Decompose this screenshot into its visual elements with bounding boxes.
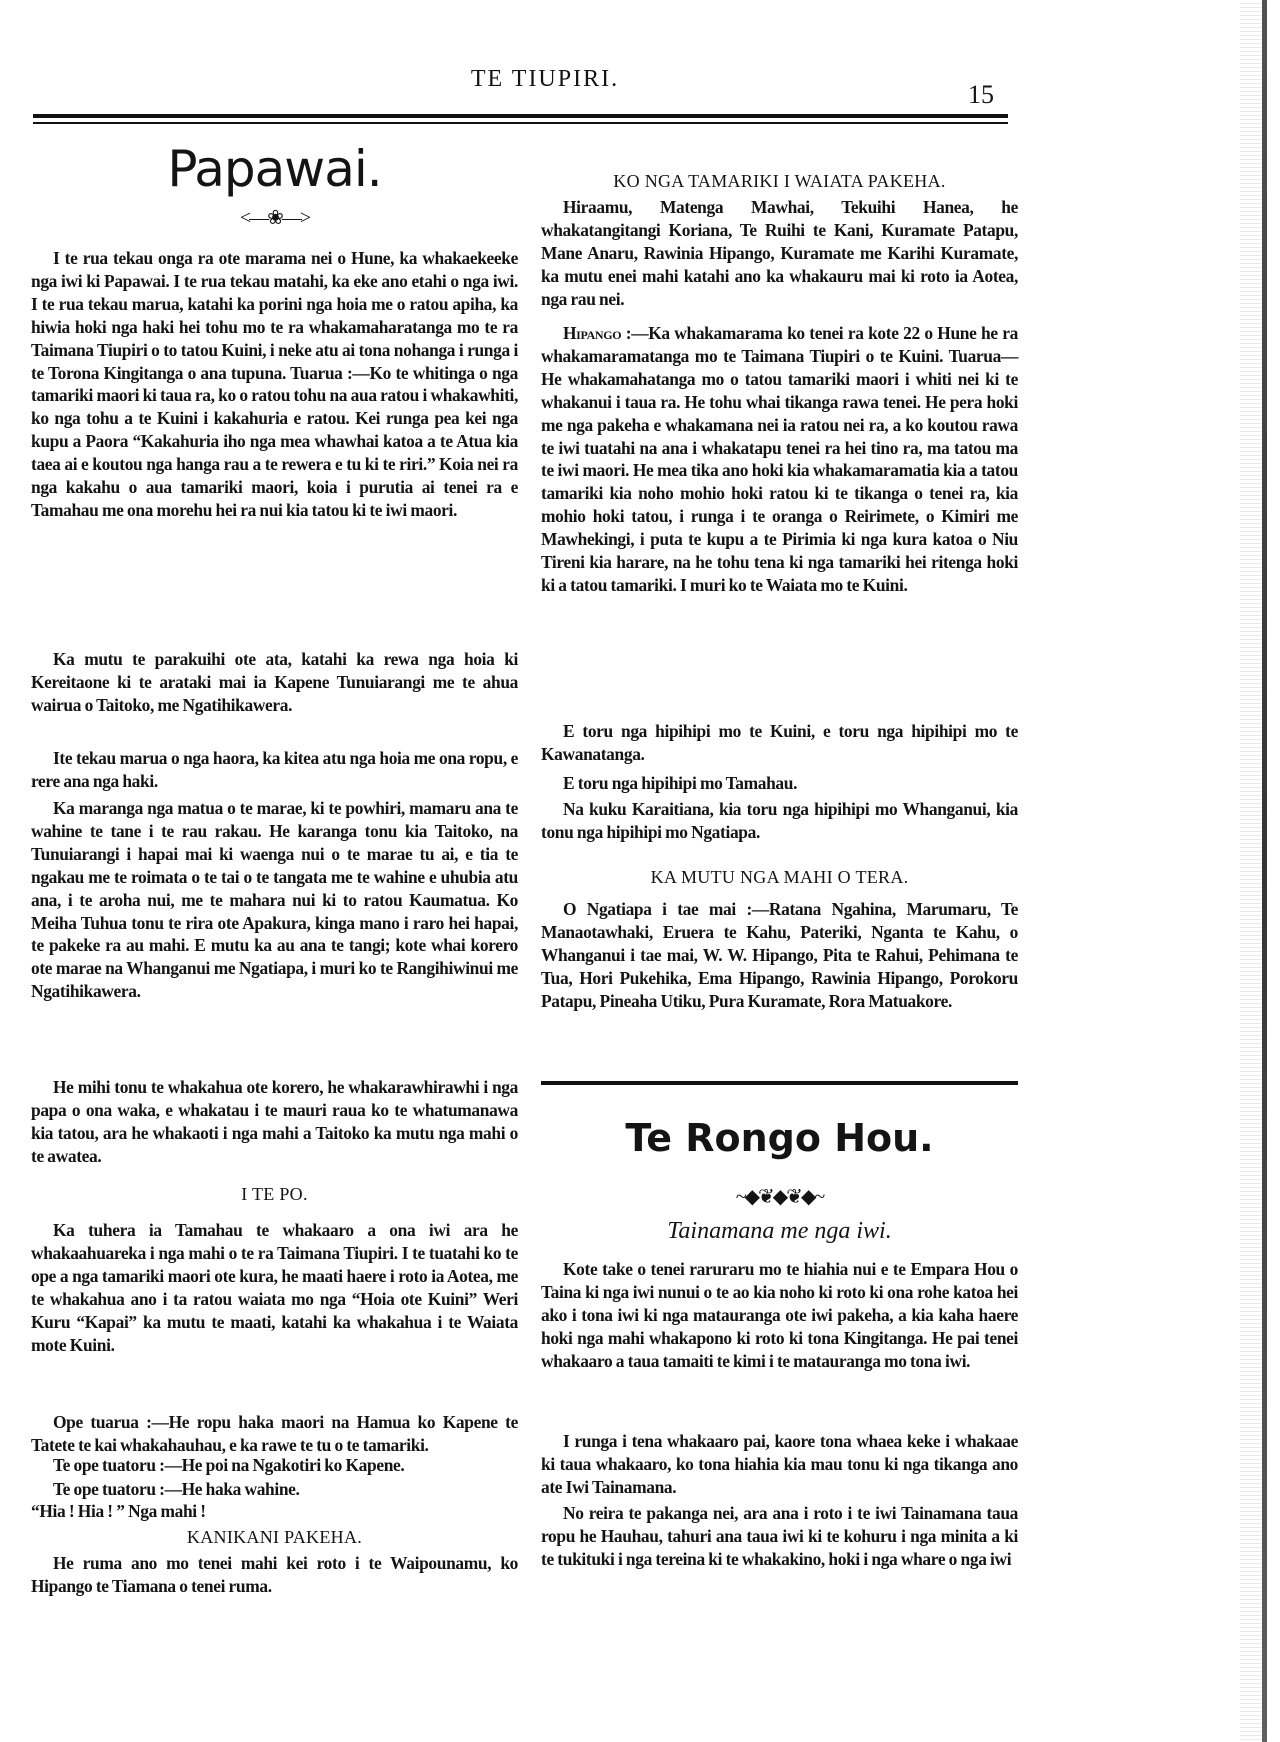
- paragraph: Te ope tuatoru :—He haka wahine.: [53, 1479, 300, 1499]
- paragraph: I te rua tekau onga ra ote marama nei o Hune, ka whakaekeeke nga iwi ki Papawai. I te rua tekau matahi, ka eke ano etahi o nga iwi. I te rua tekau marua, katahi ka porini nga hoia me o ratou apiha, ka hiwia hoki nga haki hei tohu mo te ra whakamaharatanga mo te ra Taimana Tiupiri o to tatou Kuini, i neke atu ai tona nohanga i runga i te Torona Kingitanga o ana tupuna. Tuarua :—Ko te whitinga o nga tamariki maori ki taua ra, ko o ratou tohu na aua ratou i whakawhiti, ko nga tohu a te Kuini i kakahuria e ratou. Kei runga pea kei nga kupu a Paora “Kakahuria iho nga mea whawhai katoa a te Atua kia taea ai e koutou nga hanga rau a te rewera e tu ki te riri.” Koia nei ra nga kakahu o aua tamariki maori, koia i purutia ai tenei ra e Tamahau me ona morehu hei ra nui kia tatou ki te iwi maori.: [31, 248, 518, 520]
- section-title-te-rongo-hou: Te Rongo Hou.: [625, 1116, 934, 1160]
- speaker-name: Hipango: [563, 323, 622, 343]
- subheading-tamariki: KO NGA TAMARIKI I WAIATA PAKEHA.: [613, 171, 946, 191]
- paragraph: I runga i tena whakaaro pai, kaore tona whaea keke i whakaae ki taua whakaaro, ko tona hiahia kia mau tonu ki nga tikanga ano ate Iwi Tainamana.: [541, 1431, 1018, 1497]
- section-rule: [541, 1081, 1018, 1085]
- article-title-papawai: Papawai.: [167, 140, 382, 198]
- paragraph: Ka mutu te parakuihi ote ata, katahi ka rewa nga hoia ki Kereitaone ki te arataki mai ia Kapene Tunuiarangi me te ahua wairua o Taitoko, me Ngatihikawera.: [31, 649, 518, 715]
- page-number: 15: [968, 80, 994, 109]
- paragraph: Ka tuhera ia Tamahau te whakaaro a ona iwi ara he whakaahuareka i nga mahi o te ra Taimana Tiupiri. I te tuatahi ko te ope a nga tamariki maori ote kura, he maati haere i roto ia Aotea, me te whakahua ano i ta ratou waiata mo nga “Hoia ote Kuini” Weri Kuru “Kapai” ka mutu te maati, katahi ka whakahua i te Waiata mote Kuini.: [31, 1220, 518, 1355]
- paragraph: Ite tekau marua o nga haora, ka kitea atu nga hoia me ona ropu, e rere ana nga haki.: [31, 748, 518, 791]
- paragraph: He mihi tonu te whakahua ote korero, he whakarawhirawhi i nga papa o ona waka, e whakatau i te mauri raua ko te whatumanawa kia tatou, ara he whakaoti i nga mahi a Taitoko ka mutu nga mahi o te awatea.: [31, 1077, 518, 1166]
- paragraph: He ruma ano mo tenei mahi kei roto i te Waipounamu, ko Hipango te Tiamana o tenei ruma.: [31, 1553, 518, 1596]
- header-rule: [33, 114, 1008, 118]
- paragraph: Na kuku Karaitiana, kia toru nga hipihipi mo Whanganui, kia tonu nga hipihipi mo Ngatiapa.: [541, 799, 1018, 842]
- paragraph-hipango: Hipango :—Ka whakamarama ko tenei ra kote 22 o Hune he ra whakamaramatanga mo te Taimana Tiupiri o te Kuini. Tuarua—He whakamahatanga mo o tatou tamariki maori i whiti nei ki te whakanui i taua ra. He tohu whai tikanga rawa tenei. He pera hoki me nga pakeha e whakamana nei ia ratou nei ra, a ko koutou rawa te iwi tuatahi na ana i whakatapu tenei ra hei tino ra, ma tatou ma te iwi maori. He mea tika ano hoki kia whakamaramatia kia a tatou tamariki kia noho mohio hoki ratou ki te tikanga o tenei ra, kia mohio hoki tatou, i runga i te oranga o Reirimete, o Kimiri me Mawhekingi, i puta te kupu a te Pirimia ki nga kura katoa o Niu Tireni kia harare, na he tohu tena ki nga tamariki hei ritenga hoki ki a tatou tamariki. I muri ko te Waiata mo te Kuini.: [541, 323, 1018, 595]
- ornament-divider: <—❀—>: [239, 207, 310, 229]
- paragraph: No reira te pakanga nei, ara ana i roto i te iwi Tainamana taua ropu he Hauhau, tahuri ana taua iwi ki te kohuru i nga minita a ki te tukituki i nga tereina ki te whakakino, hoki i nga whare o nga iwi: [541, 1503, 1018, 1569]
- paragraph: E toru nga hipihipi mo te Kuini, e toru nga hipihipi mo te Kawanatanga.: [541, 721, 1018, 764]
- paragraph: E toru nga hipihipi mo Tamahau.: [563, 773, 798, 793]
- paragraph: Ope tuarua :—He ropu haka maori na Hamua ko Kapene te Tatete te kai whakahauhau, e ka rawe te tu o te tamariki.: [31, 1412, 518, 1455]
- running-title: TE TIUPIRI.: [470, 66, 620, 92]
- page-binding-edge: [1262, 0, 1267, 1742]
- cheer-line: “Hia ! Hia ! ” Nga mahi !: [31, 1501, 206, 1521]
- paragraph: Ka maranga nga matua o te marae, ki te powhiri, mamaru ana te wahine te tane i te rau rakau. He karanga tonu kia Taitoko, na Tunuiarangi i hapai mai ki waenga nui o te marae tu ai, e tia te ngakau me te roimata o te tai o te tangata me te wahine e uhubia atu ana, i te aroha nui, me te mahara nui ki to ratou Kaumatua. Ko Meiha Tuhua tonu te rira ote Apakura, kinga mano i raro hei hapai, te pakeke ra au mahi. E mutu ka au ana te tangi; kote whai korero ote marae na Whanganui me Ngatiapa, i muri ko te Rangihiwinui me Ngatihikawera.: [31, 798, 518, 1002]
- page-edge-shadow: [1240, 0, 1262, 1742]
- paragraph: Hiraamu, Matenga Mawhai, Tekuihi Hanea, he whakatangitangi Koriana, Te Ruihi te Kani, Kuramate Patapu, Mane Anaru, Rawinia Hipango, Kuramate me Karihi Kuramate, ka mutu enei mahi katahi ano ka whakauru mai ki roto ia Aotea, nga rau nei.: [541, 197, 1018, 309]
- subheading-kanikani: KANIKANI PAKEHA.: [186, 1527, 363, 1547]
- paragraph: O Ngatiapa i tae mai :—Ratana Ngahina, Marumaru, Te Manaotawhaki, Eruera te Kahu, Pateriki, Nganta te Kahu, o Whanganui i tae mai, W. W. Hipango, Pita te Rahui, Pehimana te Tua, Hori Pukehika, Ema Hipango, Rawinia Hipango, Porokoru Patapu, Pineaha Utiku, Pura Kuramate, Rora Matuakore.: [541, 899, 1018, 1011]
- subheading-ka-mutu: KA MUTU NGA MAHI O TERA.: [650, 867, 909, 887]
- article-subtitle: Tainamana me nga iwi.: [667, 1218, 892, 1244]
- paragraph: Kote take o tenei raruraru mo te hiahia nui e te Empara Hou o Taina ki nga iwi nunui o te ao kia noho ki roto ki ona rohe katoa hei ako i tona iwi ki nga matauranga ote iwi pakeha, a kia kaha haere hoki nga mahi whakapono ki roto ki tona Kingitanga. He pai tenei whakaaro a taua tamaiti te kimi i te matauranga mo tona iwi.: [541, 1259, 1018, 1371]
- paragraph: Te ope tuatoru :—He poi na Ngakotiri ko Kapene.: [53, 1455, 405, 1475]
- header-rule-thin: [33, 122, 1008, 124]
- subheading-i-te-po: I TE PO.: [241, 1184, 308, 1204]
- ornament-divider: ~◆❦◆❦◆~: [735, 1186, 824, 1208]
